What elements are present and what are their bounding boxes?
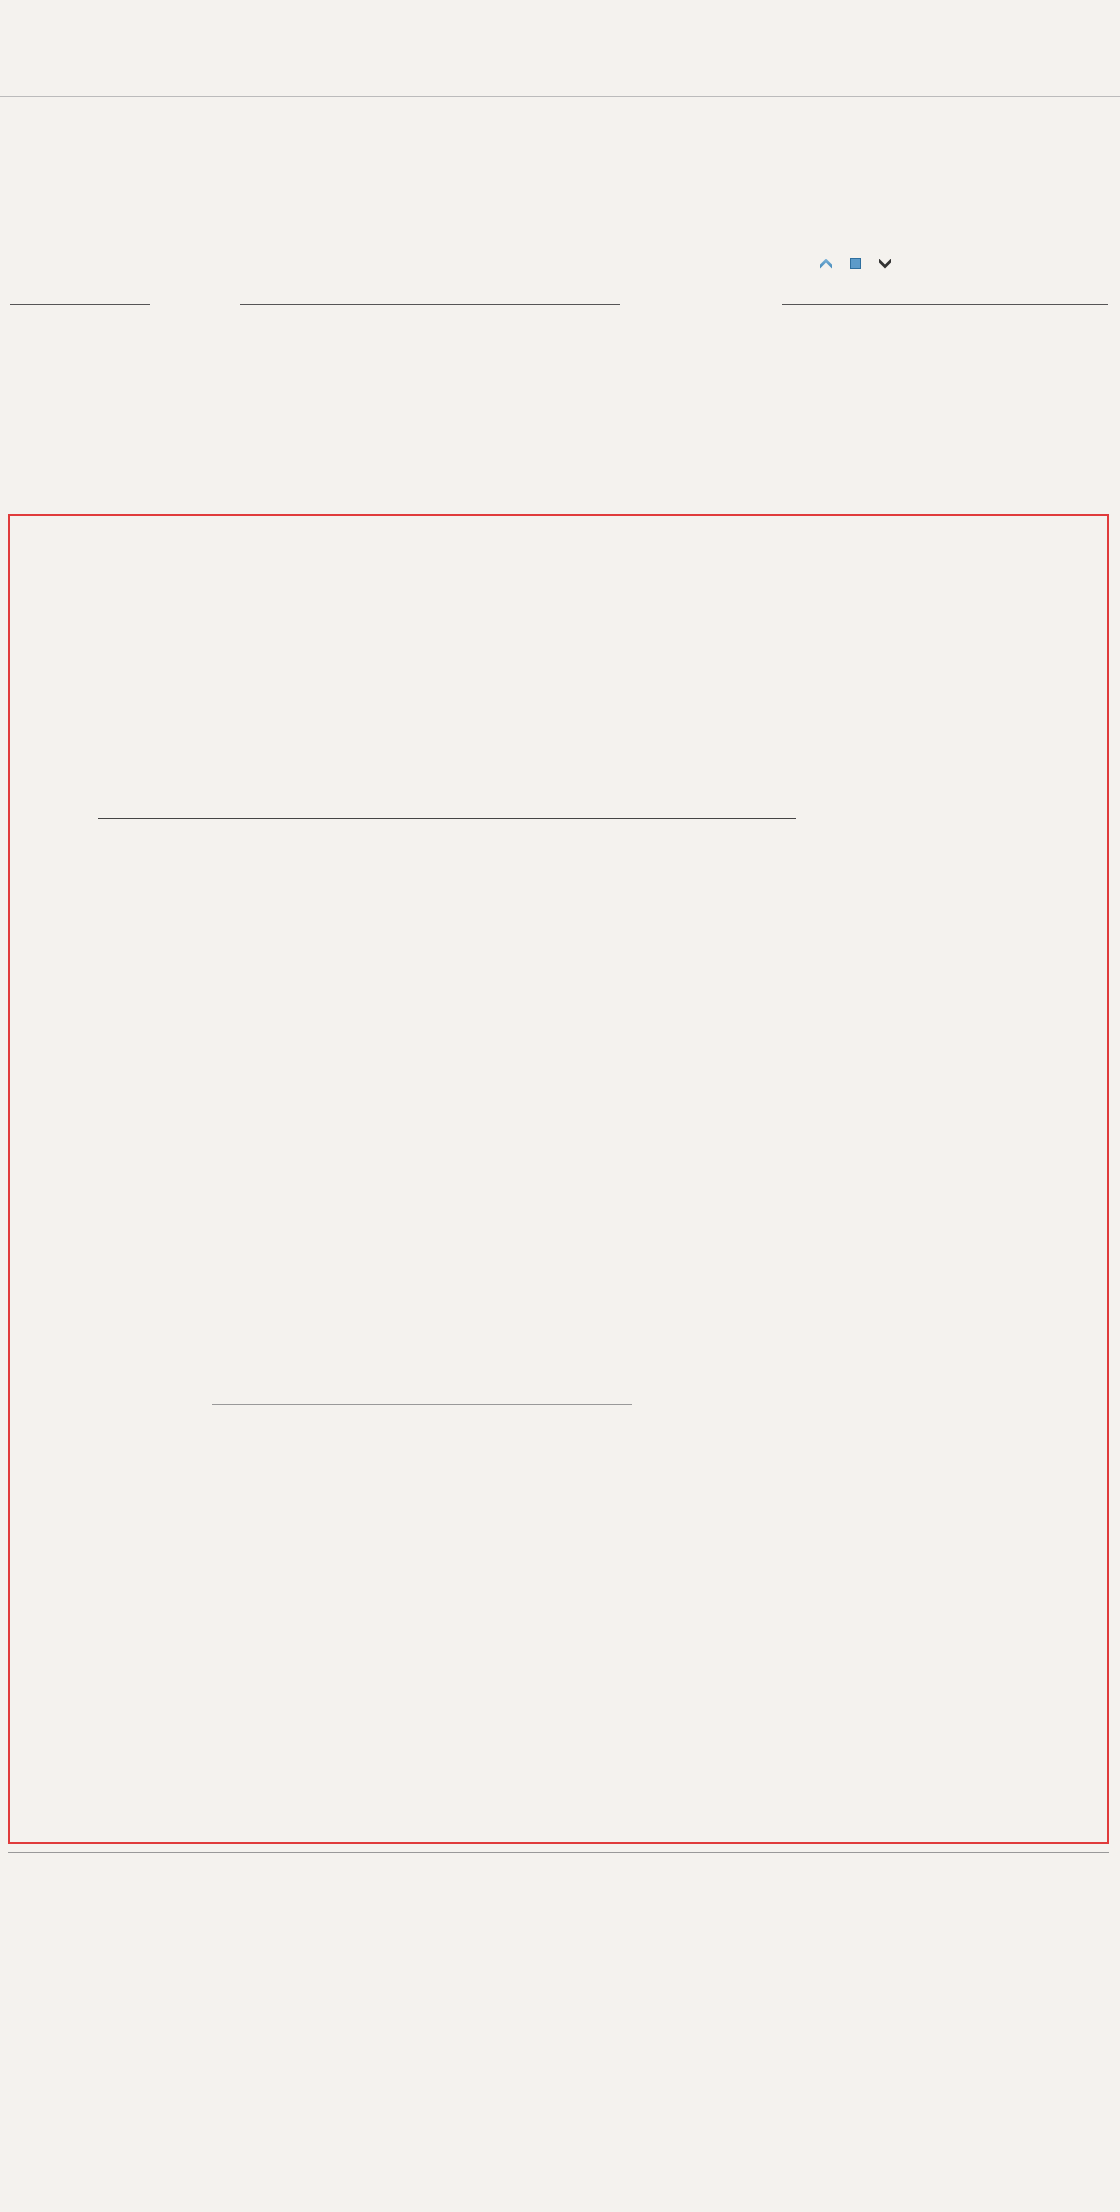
divisas-rule-right <box>240 304 620 305</box>
up-arrow-icon <box>820 259 832 269</box>
bottom-divider <box>8 1852 1109 1853</box>
transfer-bar-chart <box>212 1433 632 1613</box>
down-arrow-icon <box>879 259 891 269</box>
alert-box <box>10 152 335 157</box>
deck-divider <box>98 818 796 819</box>
header-divider <box>0 96 1120 97</box>
generation-chart <box>212 1400 632 1830</box>
divisas-rule-left <box>10 304 150 305</box>
chart-tag <box>212 1400 632 1405</box>
sidebar-article <box>210 1072 630 1082</box>
indices-rule <box>782 304 1108 305</box>
trend-legend <box>820 258 895 269</box>
stable-square-icon <box>850 258 861 269</box>
sectors-box <box>845 1890 1083 1900</box>
